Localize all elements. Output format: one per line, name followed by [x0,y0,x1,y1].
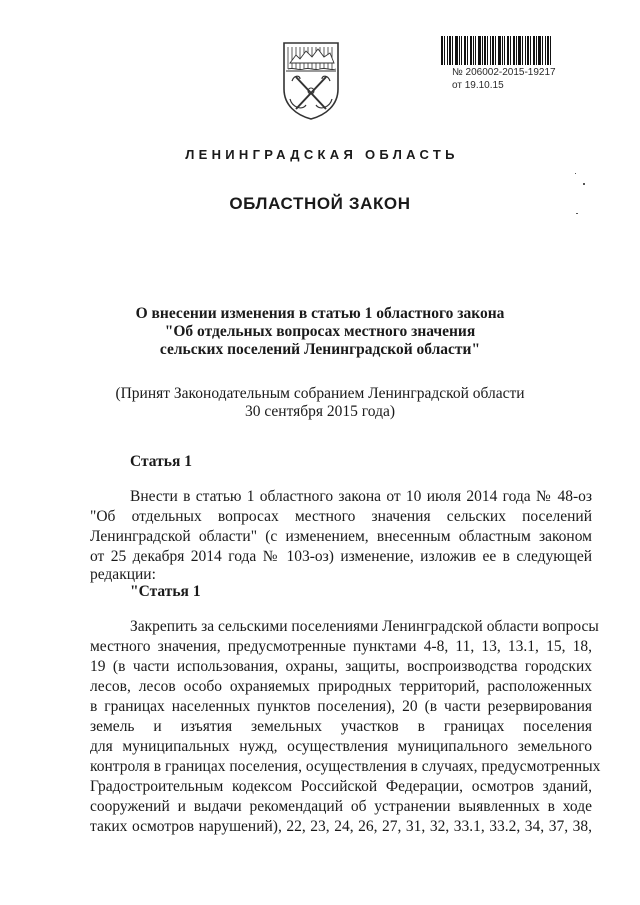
quoted-article-heading: "Статья 1 [130,583,201,600]
registration-number: № 206002-2015-19217 [452,67,556,78]
article-text-line: от 25 декабря 2014 года № 103-оз) изменение, изложив ее в следующей [90,548,592,565]
adoption-note-line-2: 30 сентября 2015 года) [244,403,396,420]
article-text-line: Внести в статью 1 областного закона от 10 июля 2014 года № 48-оз [130,488,592,505]
article-text-line: таких осмотров нарушений), 22, 23, 24, 26, 27, 31, 32, 33.1, 33.2, 34, 37, 38, [90,818,592,835]
article-text-line: Закрепить за сельскими поселениями Ленинградской области вопросы [130,618,599,635]
adoption-note-line-1: (Принят Законодательным собранием Ленинградской области [115,385,525,402]
law-title-line-2: "Об отдельных вопросах местного значения [164,323,476,340]
law-title-line-3: сельских поселений Ленинградской области" [159,341,481,358]
region-name: ЛЕНИНГРАДСКАЯ ОБЛАСТЬ [185,147,459,162]
article-text-line: Ленинградской области" (с изменением, внесенным областным законом [90,528,592,545]
scan-speck [575,173,576,174]
article-text-line: лесов, лесов особо охраняемых природных территорий, расположенных [90,678,592,695]
scan-speck [576,213,578,214]
article-text-line: в границах населенных пунктов поселения), 20 (в части резервирования [90,698,592,715]
law-title-line-1: О внесении изменения в статью 1 областного закона [135,305,505,322]
barcode [440,36,552,65]
coat-of-arms-emblem [282,41,340,121]
article-text-line: редакции: [90,566,156,583]
article-text-line: Градостроительным кодексом Российской Федерации, осмотров зданий, [90,778,592,795]
document-type: ОБЛАСТНОЙ ЗАКОН [229,194,411,213]
article-text-line: "Об отдельных вопросах местного значения сельских поселений [90,508,592,525]
article-text-line: для муниципальных нужд, осуществления муниципального земельного [90,738,592,755]
article-text-line: контроля в границах поселения, осуществления в случаях, предусмотренных [90,758,601,775]
scan-speck [583,183,585,185]
article-heading: Статья 1 [130,453,192,470]
article-text-line: 19 (в части использования, охраны, защиты, воспроизводства городских [90,658,592,675]
registration-date: от 19.10.15 [452,80,504,91]
article-text-line: земель и изъятия земельных участков в границах поселения [90,718,592,735]
article-text-line: сооружений и выдачи рекомендаций об устранении выявленных в ходе [90,798,592,815]
article-text-line: местного значения, предусмотренные пунктами 4-8, 11, 13, 13.1, 15, 18, [90,638,592,655]
